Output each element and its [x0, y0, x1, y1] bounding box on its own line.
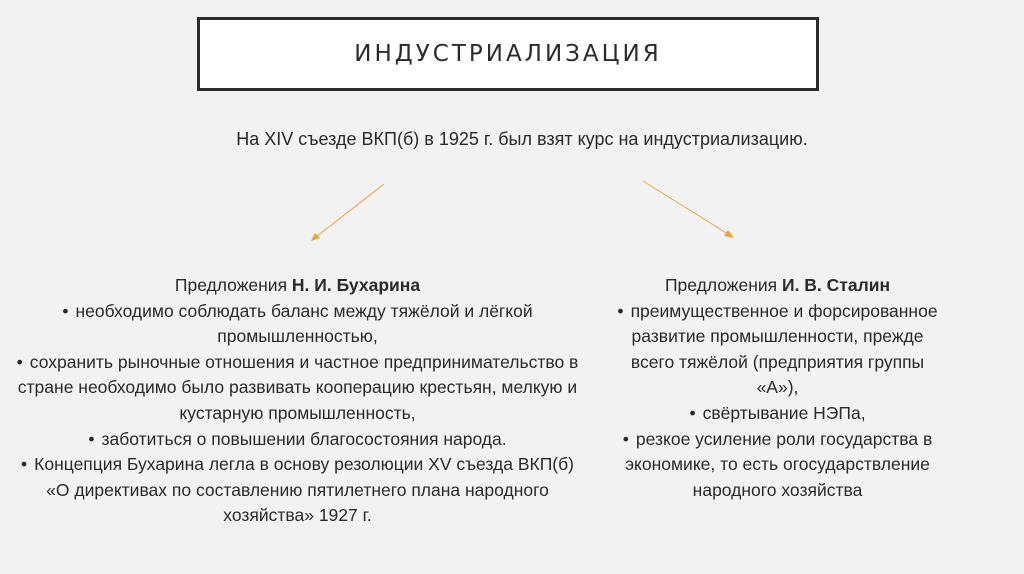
bukharin-heading-prefix: Предложения [174, 275, 292, 295]
bukharin-heading [10, 273, 585, 299]
arrow-left-head [311, 233, 320, 241]
list-item: • свёртывание НЭПа, [610, 401, 945, 427]
list-item: • необходимо соблюдать баланс между тяжёлой и лёгкой промышленностью, [10, 299, 585, 350]
arrow-right-head [724, 230, 734, 238]
list-item: • заботиться о повышении благосостояния народа. [10, 427, 585, 453]
arrow-left [316, 184, 384, 237]
stalin-list [610, 299, 945, 504]
list-item: • Концепция Бухарина легла в основу резолюции XV съезда ВКП(б) «О директивах по составлению пятилетнего плана народного хозяйства» 1927 г. [10, 452, 585, 529]
stalin-name: И. В. Сталин [781, 275, 891, 295]
list-item: • преимущественное и форсированное развитие промышленности, прежде всего тяжёлой (предприятия группы «А»), [610, 299, 945, 401]
stalin-column [610, 273, 945, 503]
bukharin-column [10, 273, 585, 529]
page-title: ИНДУСТРИАЛИЗАЦИЯ [354, 41, 662, 67]
bukharin-name: Н. И. Бухарина [291, 275, 421, 295]
stalin-heading [610, 273, 945, 299]
bukharin-list [10, 299, 585, 529]
intro-text: На XIV съезде ВКП(б) в 1925 г. был взят курс на индустриализацию. [236, 129, 808, 149]
list-item: • резкое усиление роли государства в экономике, то есть огосударствление народного хозяйства [610, 427, 945, 504]
list-item: • сохранить рыночные отношения и частное предпринимательство в стране необходимо было развивать кооперацию крестьян, мелкую и кустарную промышленность, [10, 350, 585, 427]
arrow-right [643, 181, 728, 234]
stalin-heading-prefix: Предложения [664, 275, 782, 295]
